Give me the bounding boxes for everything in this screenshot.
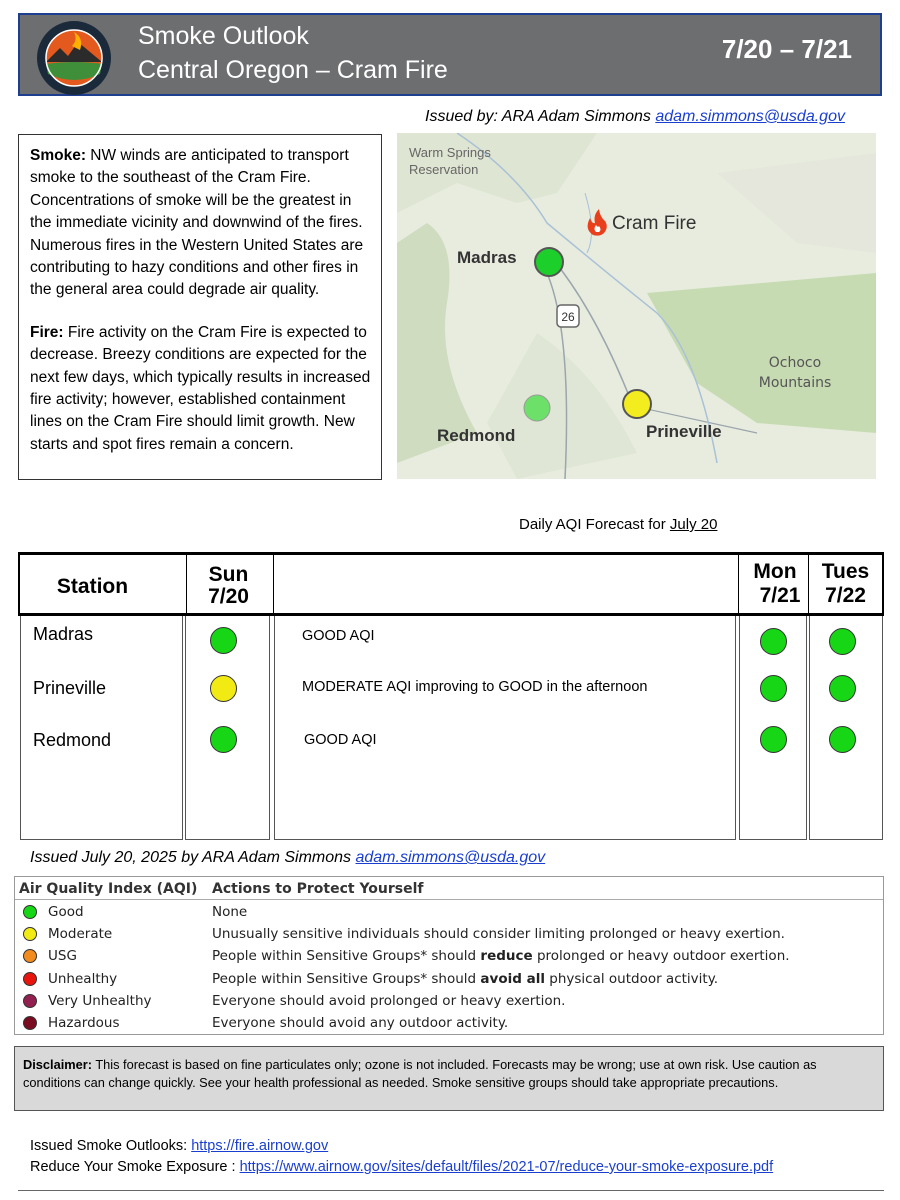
legend-action: None: [212, 904, 248, 920]
very-unhealthy-dot: [23, 994, 37, 1008]
map-label-reservation-1: Warm Springs: [409, 145, 491, 160]
legend-row-very-unhealthy: [15, 990, 883, 1012]
map-label-ochoco-1: Ochoco: [768, 355, 822, 371]
issued-line-prefix: Issued July 20, 2025 by ARA Adam Simmons: [30, 849, 356, 866]
station-column-cell: [20, 616, 183, 840]
fire-paragraph: [30, 322, 371, 456]
aqi-caption-prefix: Daily AQI Forecast for: [519, 516, 670, 533]
title-location: Central Oregon – Cram Fire: [138, 56, 448, 84]
disclaimer-box: [14, 1046, 884, 1111]
station-name: Redmond: [33, 730, 112, 750]
legend-category: USG: [48, 948, 77, 964]
map-label-madras: Madras: [457, 248, 517, 267]
issued-by: [425, 108, 845, 126]
station-name: Prineville: [33, 678, 107, 698]
map-label-highway: 26: [561, 310, 575, 324]
exposure-link[interactable]: https://www.airnow.gov/sites/default/files/2021-07/reduce-your-smoke-exposure.pdf: [239, 1159, 774, 1175]
legend-category: Good: [48, 904, 84, 920]
day1-aqi-dot: [210, 627, 237, 654]
legend-divider: [15, 899, 883, 900]
title-smoke-outlook: Smoke Outlook: [138, 22, 309, 50]
legend-action: Unusually sensitive individuals should consider limiting prolonged or heavy exertion.: [212, 926, 785, 942]
moderate-dot: [23, 927, 37, 941]
map-label-redmond: Redmond: [437, 426, 516, 445]
aqi-description: GOOD AQI: [304, 732, 377, 748]
day3-aqi-dot: [829, 628, 856, 655]
area-map: [397, 133, 876, 479]
smoke-text: NW winds are anticipated to transport smoke to the southeast of the Cram Fire. Concentrations of smoke will be the greatest in the immediate vicinity and downwind of the fires. Numerous fires in the Western United States are contributing to hazy conditions and other fires in the general area could degrade air quality.: [30, 147, 364, 299]
map-label-reservation-2: Reservation: [409, 162, 479, 177]
exposure-line: [30, 1157, 773, 1178]
day2-aqi-dot: [760, 726, 787, 753]
exposure-label: Reduce Your Smoke Exposure :: [30, 1159, 240, 1175]
day1-aqi-dot: [210, 675, 237, 702]
day2-aqi-dot: [760, 628, 787, 655]
legend-action: People within Sensitive Groups* should avoid all physical outdoor activity.: [212, 971, 719, 987]
hazardous-dot: [23, 1016, 37, 1030]
header-day1-date: 7/20: [208, 585, 249, 608]
legend-category: Unhealthy: [48, 971, 118, 987]
legend-row-moderate: [15, 923, 883, 945]
issued-by-prefix: Issued by: ARA Adam Simmons: [425, 108, 656, 125]
madras-aqi-marker: [535, 248, 563, 276]
day3-aqi-dot: [829, 726, 856, 753]
legend-row-hazardous: [15, 1012, 883, 1034]
day1-aqi-dot: [210, 726, 237, 753]
legend-category: Moderate: [48, 926, 113, 942]
narrative-box: [18, 134, 382, 480]
table-header-right: [882, 552, 884, 616]
good-dot: [23, 905, 37, 919]
map-label-ochoco-2: Mountains: [758, 375, 832, 391]
aqi-forecast-caption: [519, 516, 717, 533]
header-day2-name: Mon: [753, 560, 797, 583]
redmond-aqi-marker: [524, 395, 550, 421]
legend-action: Everyone should avoid prolonged or heavy exertion.: [212, 993, 566, 1009]
legend-head-aqi: Air Quality Index (AQI): [19, 881, 198, 897]
legend-category: Hazardous: [48, 1015, 120, 1031]
header-day2-date: 7/21: [759, 584, 801, 607]
issued-line-email-link[interactable]: adam.simmons@usda.gov: [355, 849, 546, 866]
date-range: 7/20 – 7/21: [721, 34, 852, 64]
disclaimer-label: Disclaimer:: [23, 1057, 92, 1072]
bottom-rule: [18, 1190, 884, 1191]
legend-head-actions: Actions to Protect Yourself: [212, 881, 424, 897]
usg-dot: [23, 949, 37, 963]
prineville-aqi-marker: [623, 390, 651, 418]
smoke-label: Smoke:: [30, 147, 86, 164]
map-label-prineville: Prineville: [646, 422, 722, 441]
aqi-description: MODERATE AQI improving to GOOD in the afternoon: [302, 679, 648, 695]
aqi-legend: [14, 876, 884, 1035]
legend-row-good: [15, 901, 883, 923]
issued-by-email-link[interactable]: adam.simmons@usda.gov: [655, 108, 845, 125]
smoke-paragraph: [30, 145, 371, 302]
resource-links: [30, 1136, 773, 1178]
day3-aqi-dot: [829, 675, 856, 702]
header-day1-name: Sun: [208, 563, 249, 586]
aqi-caption-date: July 20: [669, 516, 718, 533]
outlooks-label: Issued Smoke Outlooks:: [30, 1138, 192, 1154]
header-station: Station: [56, 575, 129, 598]
table-header-divider-2: [273, 552, 274, 616]
aqi-description: GOOD AQI: [302, 628, 375, 644]
legend-row-usg: [15, 945, 883, 967]
legend-action: People within Sensitive Groups* should reduce prolonged or heavy outdoor exertion.: [212, 948, 790, 964]
header-day3-name: Tues: [821, 560, 870, 583]
outlooks-line: [30, 1136, 773, 1157]
station-name: Madras: [33, 624, 94, 644]
unhealthy-dot: [23, 972, 37, 986]
legend-category: Very Unhealthy: [48, 993, 152, 1009]
outlooks-link[interactable]: https://fire.airnow.gov: [191, 1138, 329, 1154]
day2-aqi-dot: [760, 675, 787, 702]
header-day3-date: 7/22: [825, 584, 866, 607]
disclaimer-text: This forecast is based on fine particulates only; ozone is not included. Forecasts may be wrong; use at own risk. Use caution as conditions can change quickly. See your health professional as needed. Smoke sensitive groups should take appropriate precautions.: [23, 1057, 817, 1090]
air-quality-program-logo: [36, 20, 112, 96]
fire-text: Fire activity on the Cram Fire is expected to decrease. Breezy conditions are expected for the next few days, which typically results in increased fire activity; however, established containment lines on the Cram Fire should limit growth. New starts and spot fires remain a concern.: [30, 323, 371, 453]
fire-label: Fire:: [30, 323, 64, 341]
description-column-cell: [274, 616, 736, 840]
issued-line: [30, 849, 545, 867]
map-label-cram-fire: Cram Fire: [612, 213, 697, 234]
table-top-border: [18, 552, 884, 555]
legend-action: Everyone should avoid any outdoor activity.: [212, 1015, 509, 1031]
legend-row-unhealthy: [15, 968, 883, 990]
